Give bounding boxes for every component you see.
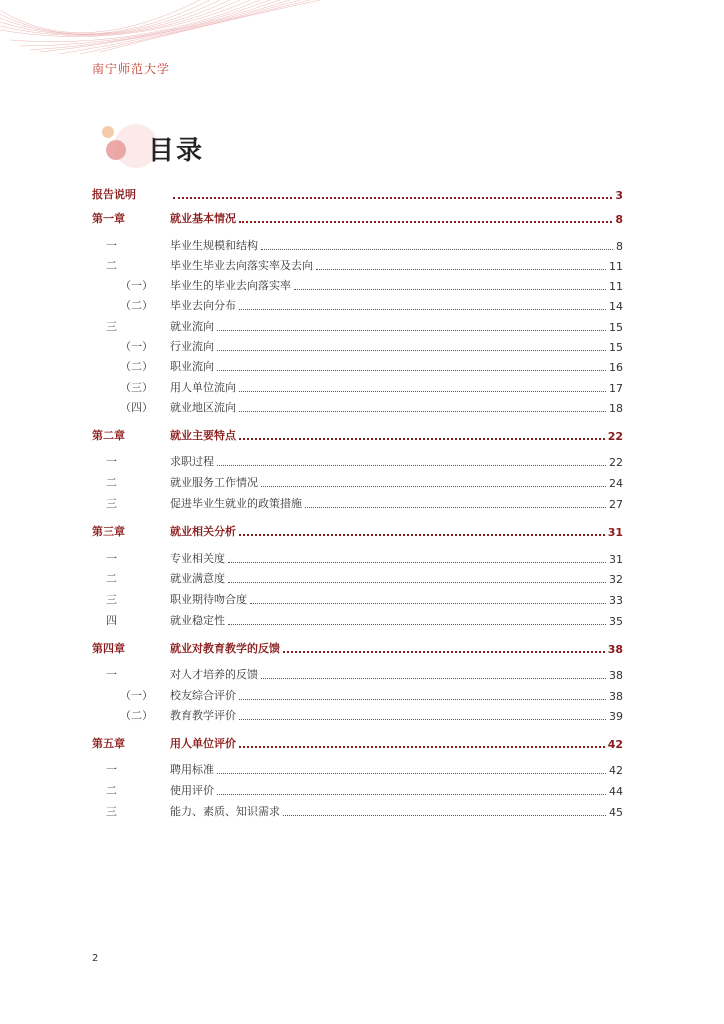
toc-entry-page: 24: [609, 477, 623, 490]
toc-entry-title: 用人单位流向: [170, 381, 236, 394]
toc-heading-block: [100, 118, 220, 178]
toc-entry-page: 8: [616, 240, 623, 253]
corner-decoration: [0, 0, 330, 60]
toc-entry-number: 一: [106, 552, 117, 565]
toc-dot-leader: [239, 719, 606, 720]
toc-dot-leader: [228, 582, 606, 583]
toc-entry-page: 45: [609, 806, 623, 819]
toc-entry-title: 就业相关分析: [170, 525, 236, 538]
toc-dot-leader: [228, 562, 606, 563]
toc-entry-title: 能力、素质、知识需求: [170, 805, 280, 818]
toc-entry-number: （三）: [120, 381, 153, 394]
toc-dot-leader: [239, 699, 606, 700]
toc-dot-leader: [261, 249, 613, 250]
toc-entry-title: 促进毕业生就业的政策措施: [170, 497, 302, 510]
toc-entry-page: 38: [609, 690, 623, 703]
toc-entry-title: 就业地区流向: [170, 401, 236, 414]
toc-entry-page: 15: [609, 321, 623, 334]
toc-entry-title: 职业期待吻合度: [170, 593, 247, 606]
toc-entry[interactable]: [92, 255, 623, 273]
toc-entry-title: 就业服务工作情况: [170, 476, 258, 489]
toc-entry-number: 第三章: [92, 525, 125, 538]
toc-entry-number: （一）: [120, 689, 153, 702]
toc-dot-leader: [228, 624, 606, 625]
toc-entry-page: 18: [609, 402, 623, 415]
toc-entry-title: 对人才培养的反馈: [170, 668, 258, 681]
toc-dot-leader: [294, 289, 606, 290]
toc-entry-page: 42: [607, 738, 623, 751]
toc-entry[interactable]: [92, 235, 623, 253]
toc-entry-page: 11: [609, 260, 623, 273]
toc-entry-page: 11: [609, 280, 623, 293]
toc-entry[interactable]: [92, 336, 623, 354]
toc-entry[interactable]: [92, 780, 623, 798]
toc-entry[interactable]: [92, 568, 623, 586]
toc-entry-page: 39: [609, 710, 623, 723]
toc-dot-leader: [239, 309, 606, 310]
toc-entry-page: 8: [615, 213, 623, 226]
toc-entry-title: 就业对教育教学的反馈: [170, 642, 280, 655]
toc-entry[interactable]: [92, 397, 623, 415]
toc-entry-title: 就业稳定性: [170, 614, 225, 627]
toc-dot-leader: [217, 370, 606, 371]
toc-entry-number: （一）: [120, 279, 153, 292]
toc-entry-page: 32: [609, 573, 623, 586]
toc-entry[interactable]: [92, 705, 623, 723]
toc-entry-title: 校友综合评价: [170, 689, 236, 702]
toc-entry-page: 35: [609, 615, 623, 628]
toc-entry[interactable]: [92, 610, 623, 628]
toc-entry-number: 二: [106, 572, 117, 585]
toc-entry-page: 15: [609, 341, 623, 354]
toc-dot-leader: [239, 221, 612, 223]
toc-entry-number: 报告说明: [92, 188, 136, 201]
toc-entry[interactable]: [92, 759, 623, 777]
toc-dot-leader: [217, 794, 606, 795]
toc-entry-number: （四）: [120, 401, 153, 414]
toc-entry-number: 一: [106, 455, 117, 468]
toc-entry-page: 22: [609, 456, 623, 469]
toc-entry-page: 22: [607, 430, 623, 443]
toc-entry-title: 就业满意度: [170, 572, 225, 585]
toc-entry-title: 毕业生规模和结构: [170, 239, 258, 252]
toc-dot-leader: [239, 746, 605, 748]
toc-entry-title: 用人单位评价: [170, 737, 236, 750]
toc-entry-title: 职业流向: [170, 360, 214, 373]
toc-entry-title: 专业相关度: [170, 552, 225, 565]
toc-dot-leader: [250, 603, 606, 604]
toc-dot-leader: [239, 411, 606, 412]
toc-entry-page: 31: [609, 553, 623, 566]
toc-dot-leader: [173, 197, 612, 199]
toc-entry[interactable]: [92, 295, 623, 313]
toc-entry[interactable]: [92, 208, 623, 226]
toc-entry[interactable]: [92, 184, 623, 202]
toc-entry[interactable]: [92, 377, 623, 395]
toc-entry-page: 3: [615, 189, 623, 202]
toc-entry[interactable]: [92, 275, 623, 293]
toc-dot-leader: [316, 269, 606, 270]
toc-entry[interactable]: [92, 589, 623, 607]
toc-entry[interactable]: [92, 801, 623, 819]
toc-dot-leader: [305, 507, 606, 508]
toc-entry-page: 38: [607, 643, 623, 656]
toc-dot-leader: [261, 678, 606, 679]
toc-entry-page: 31: [607, 526, 623, 539]
toc-entry[interactable]: [92, 493, 623, 511]
toc-entry[interactable]: [92, 638, 623, 656]
toc-entry-page: 27: [609, 498, 623, 511]
toc-entry-number: 第一章: [92, 212, 125, 225]
toc-entry[interactable]: [92, 521, 623, 539]
toc-entry-page: 33: [609, 594, 623, 607]
toc-entry-number: 三: [106, 805, 117, 818]
toc-entry[interactable]: [92, 356, 623, 374]
toc-entry[interactable]: [92, 316, 623, 334]
toc-dot-leader: [239, 391, 606, 392]
toc-entry-number: 四: [106, 614, 117, 627]
toc-entry[interactable]: [92, 425, 623, 443]
toc-entry-page: 42: [609, 764, 623, 777]
toc-dot-leader: [283, 651, 605, 653]
school-name: 南宁师范大学: [92, 62, 171, 76]
toc-entry-number: 二: [106, 259, 117, 272]
toc-entry-page: 14: [609, 300, 623, 313]
toc-entry-title: 行业流向: [170, 340, 214, 353]
toc-entry[interactable]: [92, 664, 623, 682]
toc-entry-number: 二: [106, 476, 117, 489]
toc-entry[interactable]: [92, 472, 623, 490]
toc-entry-title: 就业流向: [170, 320, 214, 333]
toc-entry[interactable]: [92, 685, 623, 703]
toc-entry-number: 二: [106, 784, 117, 797]
toc-dot-leader: [283, 815, 606, 816]
toc-entry-title: 毕业生毕业去向落实率及去向: [170, 259, 313, 272]
toc-entry-page: 38: [609, 669, 623, 682]
toc-entry-number: （二）: [120, 360, 153, 373]
toc-entry-page: 44: [609, 785, 623, 798]
toc-entry-number: 一: [106, 668, 117, 681]
page-number: 2: [92, 953, 99, 964]
toc-entry-number: 三: [106, 320, 117, 333]
toc-entry-title: 就业基本情况: [170, 212, 236, 225]
toc-entry-number: 第四章: [92, 642, 125, 655]
toc-entry-number: 第五章: [92, 737, 125, 750]
toc-entry[interactable]: [92, 548, 623, 566]
toc-dot-leader: [239, 438, 605, 440]
toc-entry-number: （二）: [120, 709, 153, 722]
toc-entry[interactable]: [92, 733, 623, 751]
toc-entry-number: 三: [106, 593, 117, 606]
toc-entry-title: 使用评价: [170, 784, 214, 797]
toc-entry-number: 一: [106, 239, 117, 252]
toc-entry-number: （二）: [120, 299, 153, 312]
toc-entry-title: 聘用标准: [170, 763, 214, 776]
toc-entry-number: 三: [106, 497, 117, 510]
toc-entry-title: 毕业生的毕业去向落实率: [170, 279, 291, 292]
toc-entry-title: 求职过程: [170, 455, 214, 468]
toc-entry-number: （一）: [120, 340, 153, 353]
toc-dot-leader: [239, 534, 605, 536]
toc-dot-leader: [261, 486, 606, 487]
toc-entry-title: 毕业去向分布: [170, 299, 236, 312]
toc-dot-leader: [217, 330, 606, 331]
toc-entry-number: 一: [106, 763, 117, 776]
toc-entry-title: 教育教学评价: [170, 709, 236, 722]
toc-entry[interactable]: [92, 451, 623, 469]
toc-dot-leader: [217, 465, 606, 466]
page-title: 目录: [148, 136, 205, 166]
toc-dot-leader: [217, 350, 606, 351]
toc-entry-title: 就业主要特点: [170, 429, 236, 442]
toc-entry-page: 17: [609, 382, 623, 395]
toc-entry-page: 16: [609, 361, 623, 374]
toc-dot-leader: [217, 773, 606, 774]
toc-entry-number: 第二章: [92, 429, 125, 442]
